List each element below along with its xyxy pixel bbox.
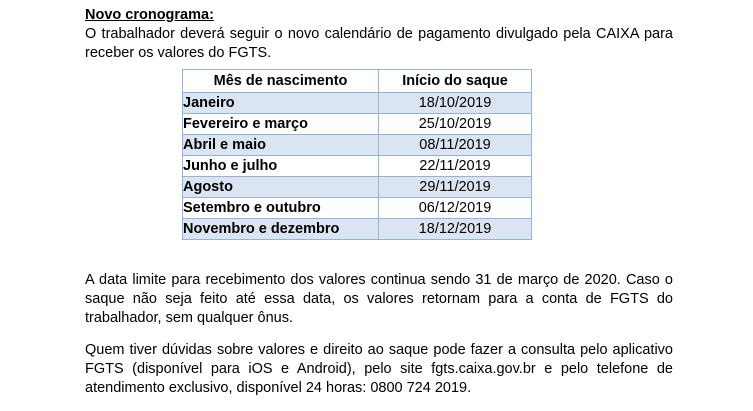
withdrawal-date-cell: 06/12/2019 — [379, 198, 532, 219]
table-row — [183, 114, 532, 135]
birth-month-cell: Setembro e outubro — [183, 198, 379, 219]
withdrawal-date-cell: 18/10/2019 — [379, 93, 532, 114]
birth-month-cell: Janeiro — [183, 93, 379, 114]
birth-month-cell: Agosto — [183, 177, 379, 198]
withdrawal-date-cell: 08/11/2019 — [379, 135, 532, 156]
table-row — [183, 177, 532, 198]
table-header-row — [183, 70, 532, 93]
withdrawal-date-cell: 22/11/2019 — [379, 156, 532, 177]
contact-paragraph: Quem tiver dúvidas sobre valores e direito ao saque pode fazer a consulta pelo aplicativo FGTS (disponível para iOS e Android), pelo site fgts.caixa.gov.br e pelo telefone de atendimento exclusivo, disponível 24 horas: 0800 724 2019. — [85, 342, 673, 396]
intro-paragraph: O trabalhador deverá seguir o novo calendário de pagamento divulgado pela CAIXA para receber os valores do FGTS. — [85, 26, 673, 61]
withdrawal-date-cell: 29/11/2019 — [379, 177, 532, 198]
document-page — [85, 6, 673, 398]
table-row — [183, 93, 532, 114]
table-row — [183, 135, 532, 156]
payment-schedule-table — [182, 69, 532, 240]
deadline-paragraph: A data limite para recebimento dos valores continua sendo 31 de março de 2020. Caso o saque não seja feito até essa data, os valores retornam para a conta de FGTS do trabalhador, sem qualquer ônus. — [85, 272, 673, 326]
birth-month-cell: Abril e maio — [183, 135, 379, 156]
month-column-header: Mês de nascimento — [183, 70, 379, 93]
withdrawal-start-column-header: Início do saque — [379, 70, 532, 93]
birth-month-cell: Junho e julho — [183, 156, 379, 177]
table-row — [183, 198, 532, 219]
withdrawal-date-cell: 25/10/2019 — [379, 114, 532, 135]
document-heading: Novo cronograma: — [85, 7, 214, 23]
birth-month-cell: Fevereiro e março — [183, 114, 379, 135]
table-row — [183, 219, 532, 240]
withdrawal-date-cell: 18/12/2019 — [379, 219, 532, 240]
birth-month-cell: Novembro e dezembro — [183, 219, 379, 240]
table-row — [183, 156, 532, 177]
